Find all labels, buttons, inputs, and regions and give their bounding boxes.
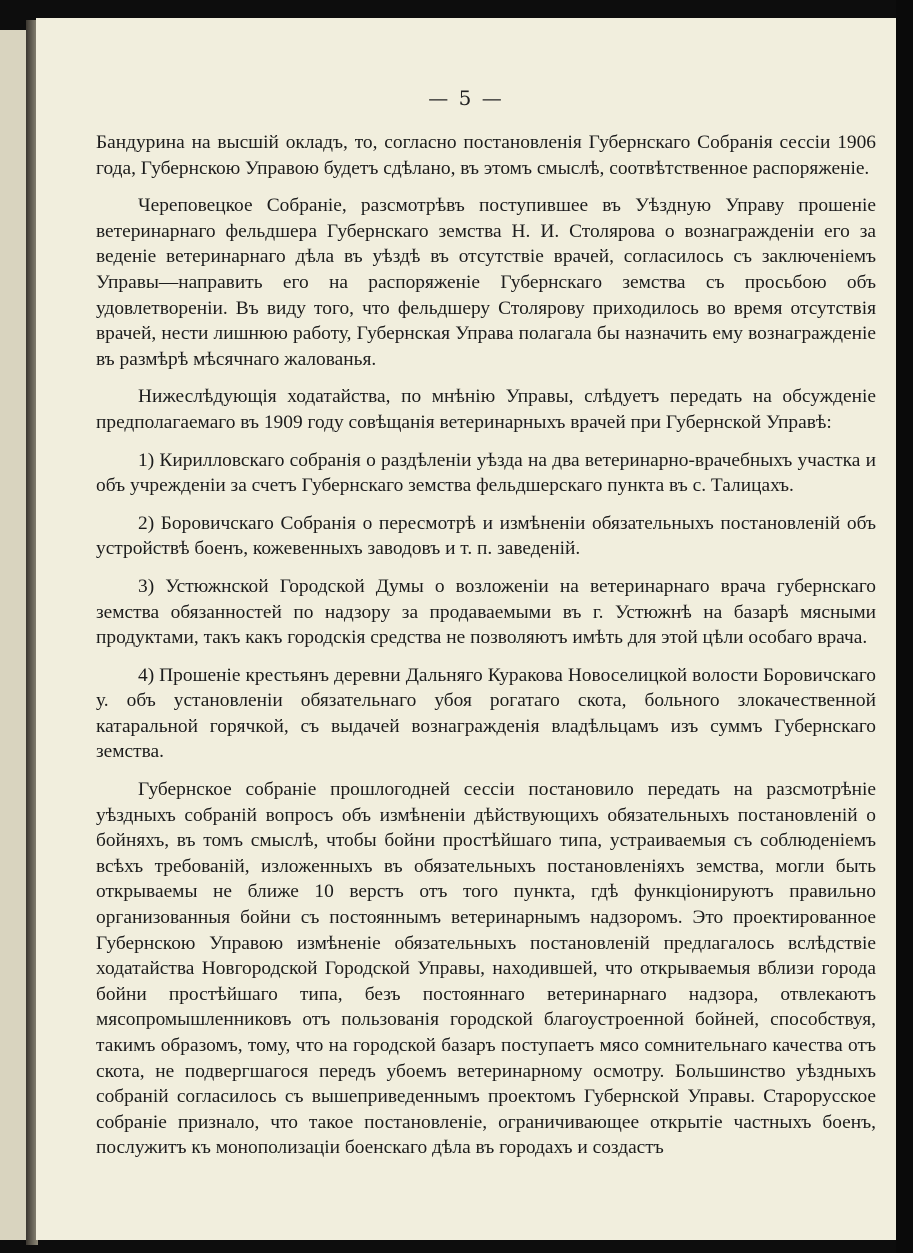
body-text (96, 130, 876, 1173)
list-item: 2) Боровичскаго Собранія о пересмотрѣ и измѣненіи обязательныхъ постановленій объ устройствѣ боенъ, кожевенныхъ заводовъ и т. п. заведеній. (96, 512, 876, 560)
list-item: 3) Устюжнской Городской Думы о возложеніи на ветеринарнаго врача губернскаго земства обязанностей по надзору за продаваемыми въ г. Устюжнѣ на базарѣ мясными продуктами, такъ какъ городскія средства не позволяютъ имѣть для этой цѣли особаго врача. (96, 575, 876, 649)
paragraph: Череповецкое Собраніе, разсмотрѣвъ поступившее въ Уѣздную Управу прошеніе ветеринарнаго фельдшера Губернскаго земства Н. И. Столярова о вознагражденіи его за веденіе ветеринарнаго дѣла въ уѣздѣ въ отсутствіе врачей, согласилось съ заключеніемъ Управы—направить его на распоряженіе Губернскаго земства съ просьбою объ удовлетвореніи. Въ виду того, что фельдшеру Столярову приходилось во время отсутствія врачей, нести лишнюю работу, Губернская Управа полагала бы назначить ему вознагражденіе въ размѣрѣ мѣсячнаго жалованья. (96, 195, 876, 370)
list-item: 4) Прошеніе крестьянъ деревни Дальняго Куракова Новоселицкой волости Боровичскаго у. объ установленіи обязательнаго убоя рогатаго скота, больного злокачественной катаральной горячкой, съ выдачей вознагражденія владѣльцамъ изъ суммъ Губернскаго земства. (96, 664, 876, 763)
page-number: — 5 — (428, 86, 504, 110)
paragraph: Бандурина на высшій окладъ, то, согласно постановленія Губернскаго Собранія сессіи 1906 года, Губернскою Управою будетъ сдѣлано, въ этомъ смыслѣ, соотвѣтственное распоряженіе. (96, 132, 876, 179)
paragraph: Нижеслѣдующія ходатайства, по мнѣнію Управы, слѣдуетъ передать на обсужденіе предполагаемаго въ 1909 году совѣщанія ветеринарныхъ врачей при Губернской Управѣ: (96, 386, 876, 433)
facing-page-edge (0, 30, 26, 1240)
list-item: 1) Кирилловскаго собранія о раздѣленіи уѣзда на два ветеринарно-врачебныхъ участка и объ учрежденіи за счетъ Губернскаго земства фельдшерскаго пункта въ с. Талицахъ. (96, 449, 876, 497)
document-page (36, 18, 896, 1240)
scan-border (896, 0, 913, 1253)
paragraph: Губернское собраніе прошлогодней сессіи постановило передать на разсмотрѣніе уѣздныхъ собраній вопросъ объ измѣненіи дѣйствующихъ обязательныхъ постановленій о бойняхъ, въ томъ смыслѣ, чтобы бойни простѣйшаго типа, устраиваемыя съ соблюденіемъ всѣхъ требованій, изложенныхъ въ обязательныхъ постановленіяхъ земства, могли быть открываемы не ближе 10 верстъ отъ того пункта, гдѣ функціонируютъ правильно организованныя бойни съ постояннымъ ветеринарнымъ надзоромъ. Это проектированное Губернскою Управою измѣненіе обязательныхъ постановленій предлагалось вслѣдствіе ходатайства Новгородской Городской Управы, находившей, что открываемыя вблизи города бойни простѣйшаго типа, безъ постояннаго ветеринарнаго надзора, отвлекаютъ мясопромышленниковъ отъ пользованія городской благоустроенной бойней, способствуя, такимъ образомъ, тому, что на городской базаръ поступаетъ мясо сомнительнаго качества отъ скота, не подвергшагося передъ убоемъ ветеринарному осмотру. Большинство уѣздныхъ собраній согласилось съ вышеприведеннымъ проектомъ Губернской Управы. Старорусское собраніе признало, что такое постановленіе, ограничивающее открытіе частныхъ боенъ, послужитъ къ монополизаціи боенскаго дѣла въ городахъ и создастъ (96, 779, 876, 1159)
